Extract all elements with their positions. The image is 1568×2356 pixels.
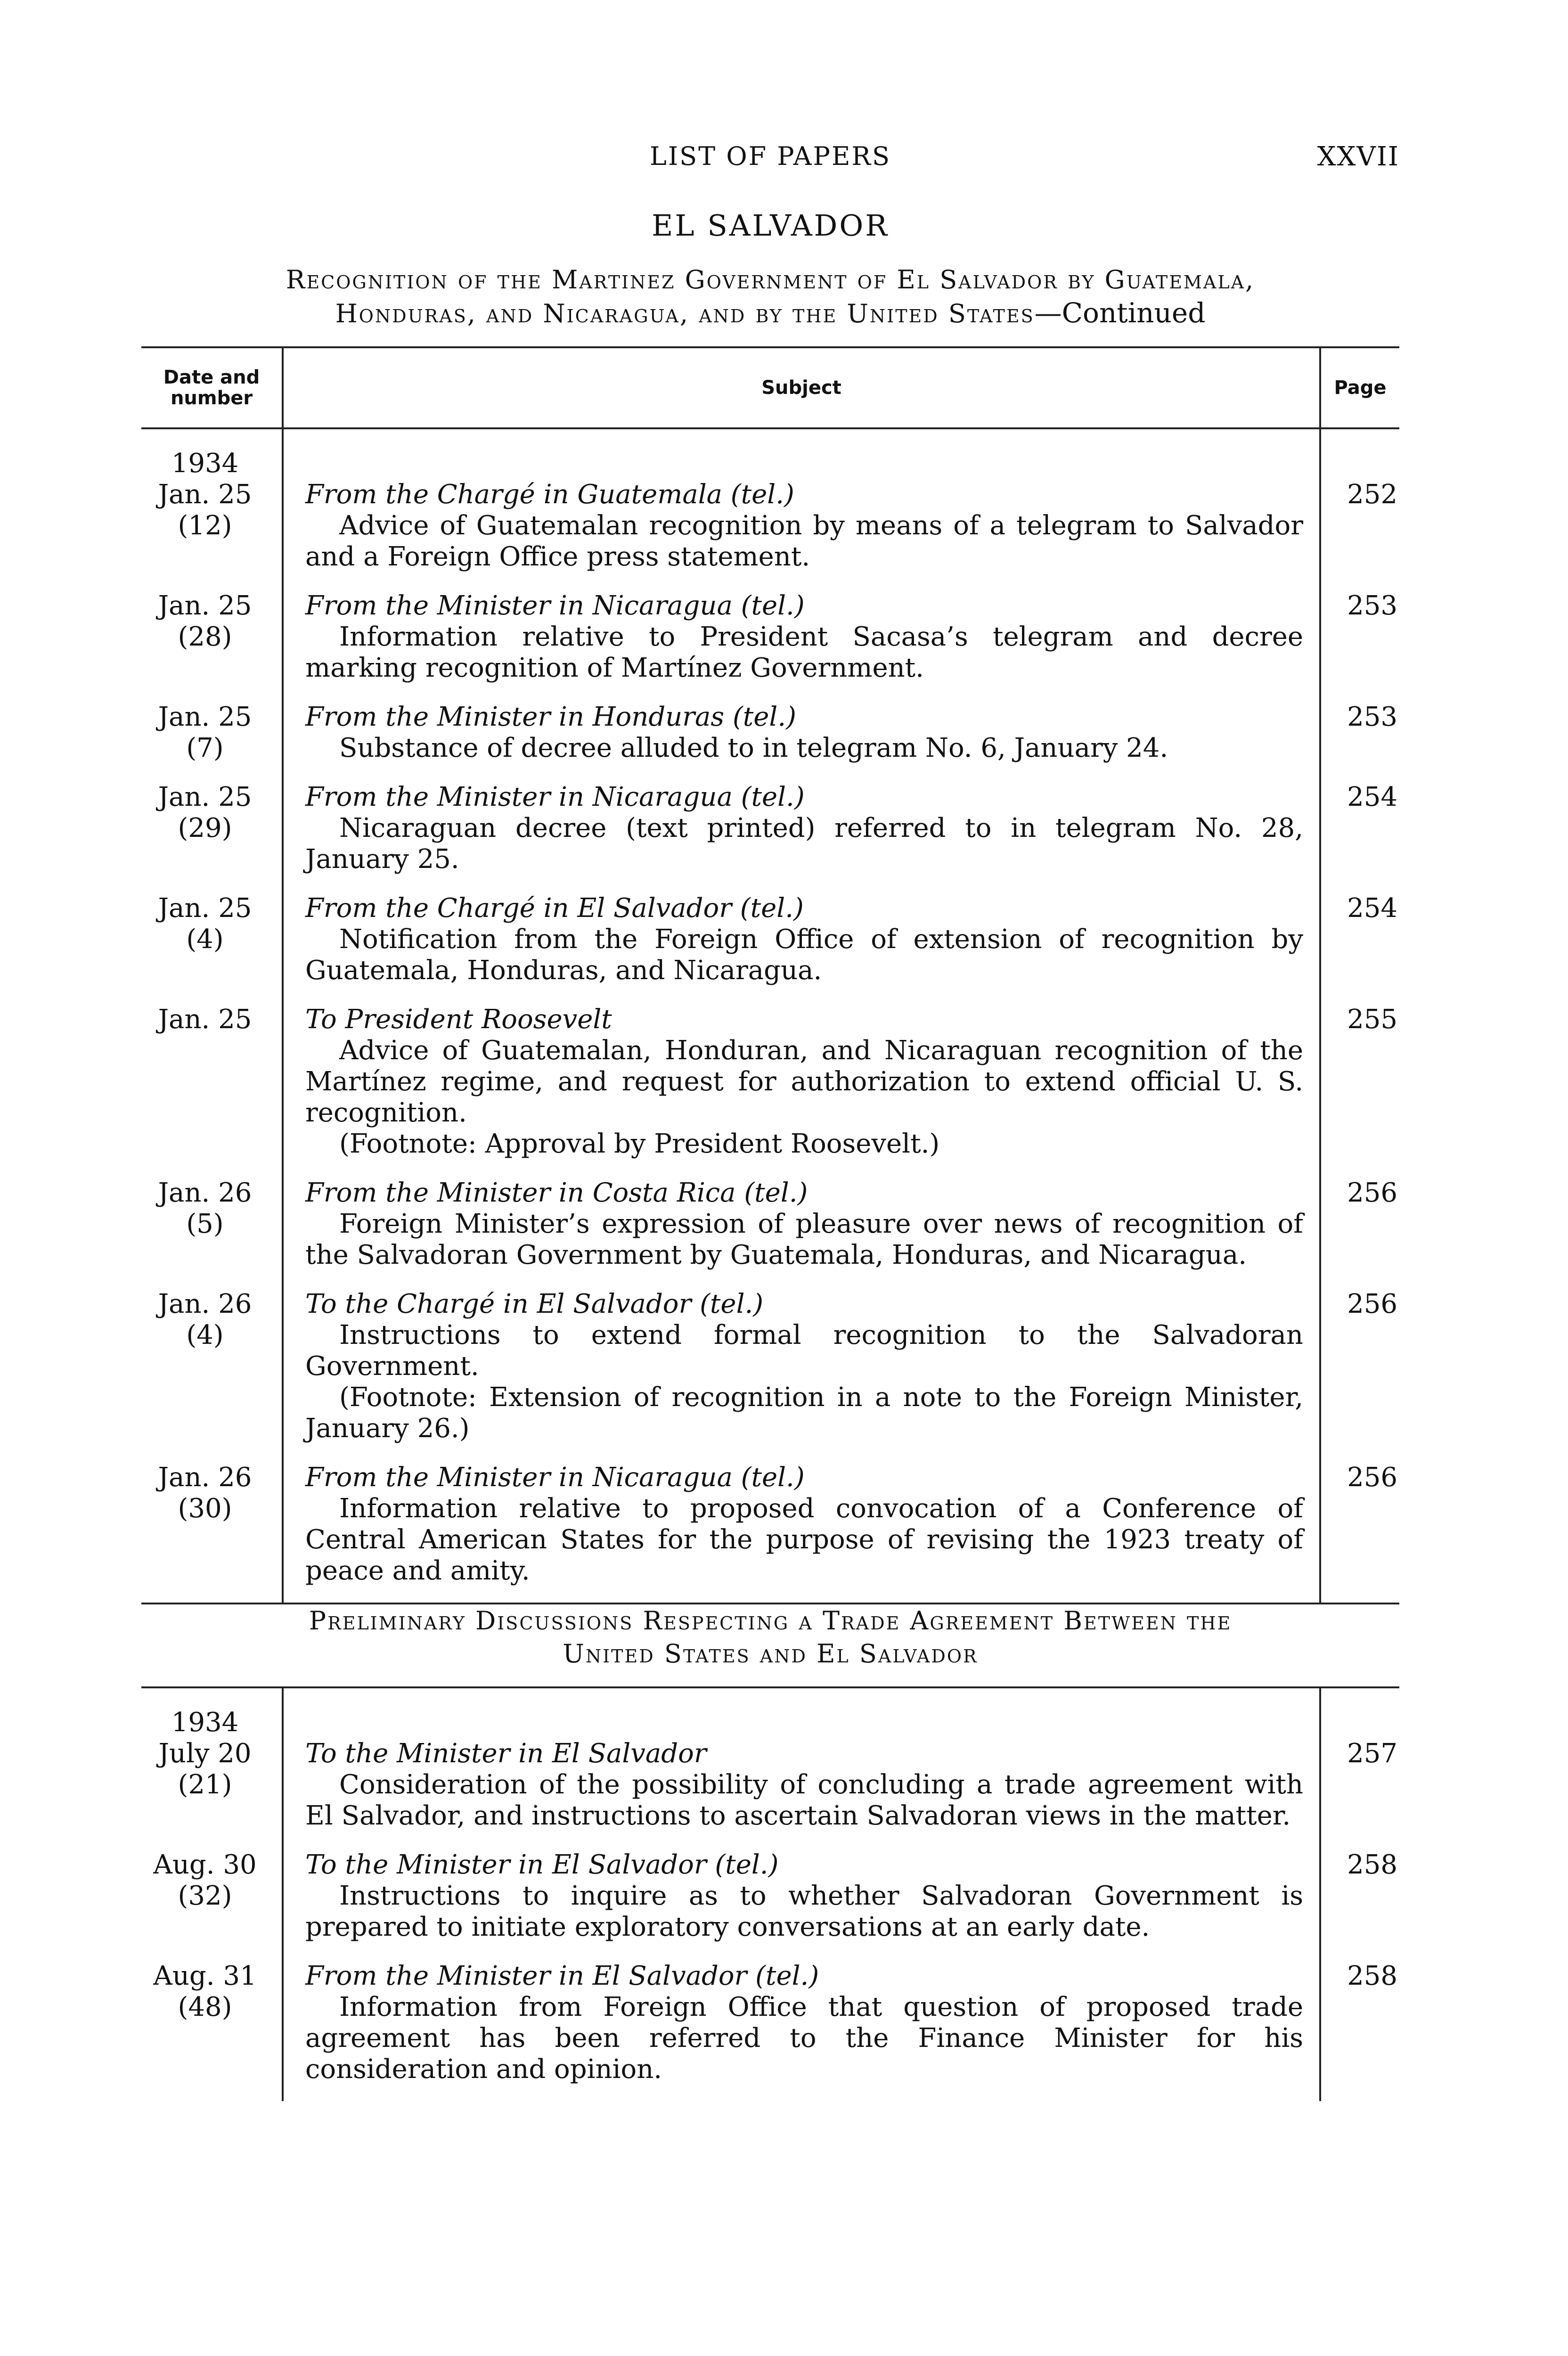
entry-date: Aug. 31 [153,1961,257,1991]
entry-page: 254 [1347,893,1397,924]
entry-description: Foreign Minister’s expression of pleasure over news of recognition of the Salvadoran Government by Guatemala, Honduras, and Nicaragua. [305,1209,1303,1270]
entry-date: Jan. 25 [158,590,252,621]
page-number: XXVII [1317,141,1399,172]
entry-date: Jan. 25 [158,782,252,812]
table-header-row [141,348,1399,428]
entry-page: 258 [1347,1849,1397,1880]
date-cell [141,1961,283,2085]
entry-description: Instructions to extend formal recognition to the Salvadoran Government. [305,1320,1303,1382]
entry-sender: To President Roosevelt [305,1004,612,1035]
section1-title-line2-text: Honduras, and Nicaragua, and by the United States [335,299,1035,328]
entry-sender: To the Chargé in El Salvador (tel.) [305,1289,764,1319]
table-row [141,1462,1399,1587]
column-header-date-line1: Date and [163,367,260,388]
table-row [141,893,1399,986]
continued-label: —Continued [1034,297,1206,329]
year-spacer [305,448,1303,479]
section1-title-line1: Recognition of the Martinez Government of El Salvador by Guatemala, [286,265,1255,294]
entry-sender: From the Minister in Nicaragua (tel.) [305,782,805,812]
entry-description: Consideration of the possibility of concluding a trade agreement with El Salvador, and instructions to ascertain Salvadoran views in the matter. [305,1769,1303,1831]
date-cell [141,1178,283,1271]
entry-number: (29) [178,813,232,843]
column-header-page: Page [1320,348,1399,428]
column-header-date [141,348,283,428]
page-cell [1320,1849,1399,1943]
subject-cell [283,1849,1320,1943]
subject-cell [283,590,1320,684]
date-cell [141,1289,283,1444]
entry-page: 254 [1347,782,1397,812]
entry-date: Jan. 25 [158,702,252,732]
entry-sender: From the Chargé in Guatemala (tel.) [305,479,794,510]
section1-title-line2 [141,296,1399,330]
country-heading: EL SALVADOR [652,208,889,243]
page-cell [1320,1004,1399,1160]
date-cell [141,1462,283,1587]
entry-number: (12) [178,510,232,541]
subject-cell [283,1462,1320,1587]
entry-number: (21) [178,1769,232,1800]
table-row [141,1289,1399,1444]
page-cell [1320,893,1399,986]
section2-title-line1: Preliminary Discussions Respecting a Trade Agreement Between the [309,1606,1232,1636]
subject-cell [283,893,1320,986]
entry-date: Jan. 26 [158,1462,252,1493]
page-cell [1320,782,1399,875]
table-row [141,1849,1399,1943]
table-row [141,782,1399,875]
entry-page: 256 [1347,1462,1397,1493]
entry-sender: From the Chargé in El Salvador (tel.) [305,893,804,924]
page-cell [1320,1961,1399,2085]
page-cell [1320,702,1399,764]
page-cell [1320,1462,1399,1587]
date-cell [141,590,283,684]
entry-footnote: (Footnote: Approval by President Roosevelt.) [339,1129,940,1159]
entry-description: Instructions to inquire as to whether Salvadoran Government is prepared to initiate exploratory conversations at an early date. [305,1881,1303,1942]
entry-date: Aug. 30 [153,1849,257,1880]
entry-number: (48) [178,1992,232,2022]
year-spacer [1321,1707,1397,1738]
subject-cell [283,1289,1320,1444]
entry-description: Nicaraguan decree (text printed) referred to in telegram No. 28, January 25. [305,813,1303,875]
year-label: 1934 [171,1707,239,1738]
entry-page: 255 [1347,1004,1397,1035]
entry-date: Jan. 25 [158,893,252,924]
entry-description: Information relative to President Sacasa’s telegram and decree marking recognition of Martínez Government. [305,622,1303,683]
entry-number: (30) [178,1493,232,1524]
date-cell [141,893,283,986]
entry-number: (4) [186,1320,224,1350]
page-cell [1320,1289,1399,1444]
entry-sender: From the Minister in Costa Rica (tel.) [305,1178,808,1208]
papers-table-2 [141,1688,1399,2101]
date-cell [141,1849,283,1943]
entry-number: (5) [186,1209,224,1239]
date-cell [141,702,283,764]
table-row [141,1178,1399,1271]
date-cell [141,1004,283,1160]
column-header-subject: Subject [283,348,1320,428]
table-row [141,448,1399,573]
date-cell [141,782,283,875]
entry-date: Jan. 26 [158,1289,252,1319]
entry-sender: From the Minister in El Salvador (tel.) [305,1961,819,1991]
subject-cell [283,1707,1320,1832]
page-cell [1320,1178,1399,1271]
page-cell [1320,1707,1399,1832]
entry-number: (28) [178,622,232,652]
subject-cell [283,702,1320,764]
year-spacer [305,1707,1303,1738]
entry-description: Information from Foreign Office that question of proposed trade agreement has been referred to the Finance Minister for his consideration and opinion. [305,1992,1303,2085]
entry-description: Notification from the Foreign Office of extension of recognition by Guatemala, Honduras, and Nicaragua. [305,924,1303,986]
entry-date: Jan. 25 [158,479,252,510]
entry-sender: To the Minister in El Salvador [305,1738,707,1769]
entry-page: 258 [1347,1961,1397,1991]
papers-table-1 [141,348,1399,1603]
entry-number: (32) [178,1881,232,1911]
page-cell [1320,590,1399,684]
table-row [141,590,1399,684]
subject-cell [283,1961,1320,2085]
table-row [141,1004,1399,1160]
entry-date: Jan. 25 [158,1004,252,1035]
entry-description: Information relative to proposed convocation of a Conference of Central American States for the purpose of revising the 1923 treaty of peace and amity. [305,1493,1303,1586]
entry-page: 257 [1347,1738,1397,1769]
subject-cell [283,1004,1320,1160]
table-row [141,702,1399,764]
entry-number: (7) [186,733,224,763]
entry-description: Advice of Guatemalan, Honduran, and Nicaraguan recognition of the Martínez regime, and request for authorization to extend official U. S. recognition. [305,1035,1303,1128]
year-spacer [1321,448,1397,479]
entry-sender: To the Minister in El Salvador (tel.) [305,1849,779,1880]
subject-cell [283,782,1320,875]
date-cell [141,448,283,573]
entry-footnote: (Footnote: Extension of recognition in a note to the Foreign Minister, January 26.) [305,1382,1303,1444]
entry-page: 253 [1347,702,1397,732]
entry-description: Advice of Guatemalan recognition by means of a telegram to Salvador and a Foreign Office press statement. [305,510,1303,572]
entry-date: Jan. 26 [158,1178,252,1208]
section1-title [141,263,1399,330]
entry-description: Substance of decree alluded to in telegram No. 6, January 24. [339,733,1168,763]
running-head [141,141,1399,184]
date-cell [141,1707,283,1832]
column-header-date-line2: number [170,387,253,409]
entry-sender: From the Minister in Honduras (tel.) [305,702,796,732]
year-label: 1934 [171,448,239,479]
entry-page: 256 [1347,1178,1397,1208]
section2-title-line2: United States and El Salvador [563,1639,978,1669]
entry-page: 252 [1347,479,1397,510]
subject-cell [283,448,1320,573]
entry-sender: From the Minister in Nicaragua (tel.) [305,1462,805,1493]
document-page [141,141,1399,2101]
entry-page: 253 [1347,590,1397,621]
running-title: LIST OF PAPERS [649,141,891,171]
entry-page: 256 [1347,1289,1397,1319]
subject-cell [283,1178,1320,1271]
page-cell [1320,448,1399,573]
entry-number: (4) [186,924,224,955]
section2-title [141,1604,1399,1670]
table-row [141,1707,1399,1832]
table-row [141,1961,1399,2085]
entry-date: July 20 [158,1738,252,1769]
entry-sender: From the Minister in Nicaragua (tel.) [305,590,805,621]
